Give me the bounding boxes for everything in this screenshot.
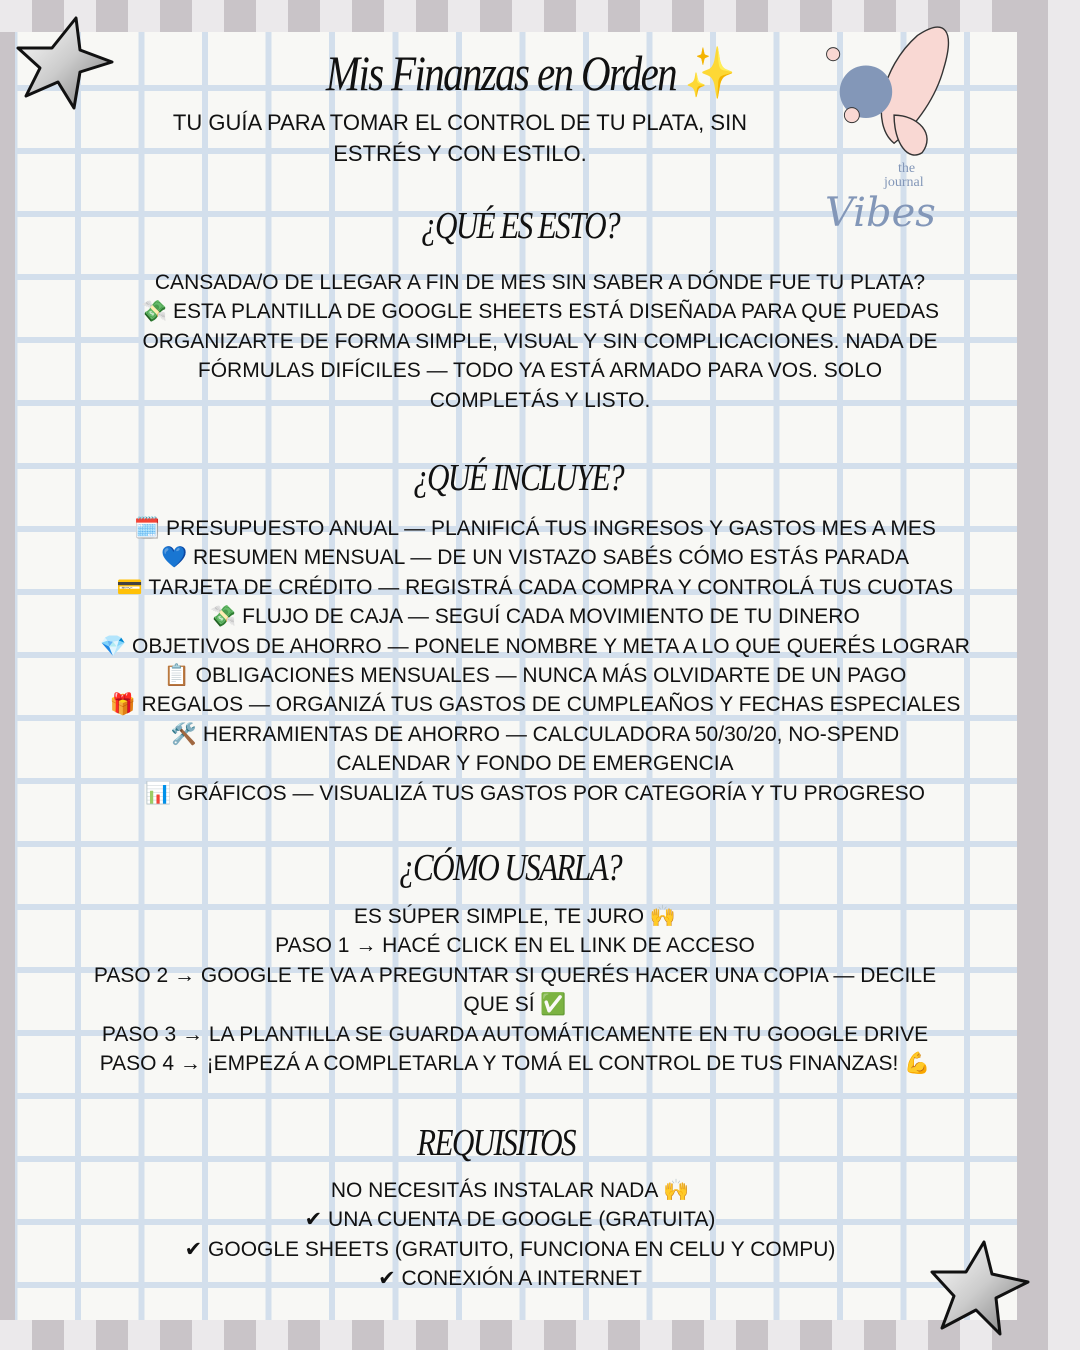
list-item: 💎 OBJETIVOS DE AHORRO — PONELE NOMBRE Y META A LO QUE QUERÉS LOGRAR xyxy=(100,634,970,658)
section-heading-what: ¿QUÉ ES ESTO? xyxy=(421,205,619,247)
bottom-checker-border xyxy=(0,1320,1017,1350)
list-item: 💳 TARJETA DE CRÉDITO — REGISTRÁ CADA COMPRA Y CONTROLÁ TUS CUOTAS xyxy=(116,575,954,599)
requirement-line: ✔ UNA CUENTA DE GOOGLE (GRATUITA) xyxy=(304,1208,716,1232)
step-line: PASO 3 → LA PLANTILLA SE GUARDA AUTOMÁTICAMENTE EN TU GOOGLE DRIVE xyxy=(101,1022,929,1046)
subtitle: TU GUÍA PARA TOMAR EL CONTROL DE TU PLATA, SIN ESTRÉS Y CON ESTILO. xyxy=(172,110,748,166)
requirements-list xyxy=(110,1176,910,1294)
section-heading-how: ¿CÓMO USARLA? xyxy=(399,847,621,889)
title-text: Mis Finanzas en Orden xyxy=(325,45,677,101)
includes-list xyxy=(100,514,970,808)
section-heading-requirements: REQUISITOS xyxy=(417,1122,575,1164)
list-item: 🛠️ HERRAMIENTAS DE AHORRO — CALCULADORA 50/30/20, NO-SPEND CALENDAR Y FONDO DE EMERGENCIA xyxy=(170,722,900,776)
how-steps xyxy=(75,902,955,1078)
list-item: 💙 RESUMEN MENSUAL — DE UN VISTAZO SABÉS CÓMO ESTÁS PARADA xyxy=(160,546,910,570)
step-line: PASO 2 → GOOGLE TE VA A PREGUNTAR SI QUERÉS HACER UNA COPIA — DECILE QUE SÍ ✅ xyxy=(93,963,937,1017)
logo-text-journal: journal xyxy=(884,175,924,190)
left-border xyxy=(0,0,15,1350)
sparkles-icon: ✨ xyxy=(684,45,735,101)
right-border xyxy=(1017,0,1048,1350)
logo-text-the: the xyxy=(898,161,916,176)
page-title xyxy=(325,44,735,103)
silver-star-icon xyxy=(14,12,114,112)
requirement-line: NO NECESITÁS INSTALAR NADA 🙌 xyxy=(330,1179,690,1202)
step-line: PASO 1 → HACÉ CLICK EN EL LINK DE ACCESO xyxy=(275,934,755,958)
step-line: PASO 4 → ¡EMPEZÁ A COMPLETARLA Y TOMÁ EL CONTROL DE TUS FINANZAS! 💪 xyxy=(99,1052,931,1076)
list-item: 📊 GRÁFICOS — VISUALIZÁ TUS GASTOS POR CATEGORÍA Y TU PROGRESO xyxy=(145,781,925,805)
list-item: 📋 OBLIGACIONES MENSUALES — NUNCA MÁS OLVIDARTE DE UN PAGO xyxy=(163,664,907,688)
requirement-line: ✔ CONEXIÓN A INTERNET xyxy=(378,1267,642,1291)
requirement-line: ✔ GOOGLE SHEETS (GRATUITO, FUNCIONA EN CELU Y COMPU) xyxy=(184,1237,836,1261)
logo xyxy=(800,12,960,237)
list-item: 🎁 REGALOS — ORGANIZÁ TUS GASTOS DE CUMPLEAÑOS Y FECHAS ESPECIALES xyxy=(109,693,961,717)
what-description: CANSADA/O DE LLEGAR A FIN DE MES SIN SABER A DÓNDE FUE TU PLATA? 💸 ESTA PLANTILLA DE GOOGLE SHEETS ESTÁ DISEÑADA PARA QUE PUEDAS ORGANIZARTE DE FORMA SIMPLE, VISUAL Y SIN COMPLICACIONES. NADA DE FÓRMULAS DIFÍCILES — TODO YA ESTÁ ARMADO PARA VOS. SOLO COMPLETÁS Y LISTO. xyxy=(141,271,939,412)
logo-text-vibes: Vibes xyxy=(825,190,936,236)
step-line: ES SÚPER SIMPLE, TE JURO 🙌 xyxy=(353,905,677,928)
butterfly-icon xyxy=(800,12,960,162)
section-heading-includes: ¿QUÉ INCLUYE? xyxy=(413,457,623,499)
list-item: 💸 FLUJO DE CAJA — SEGUÍ CADA MOVIMIENTO DE TU DINERO xyxy=(210,605,860,629)
list-item: 🗓️ PRESUPUESTO ANUAL — PLANIFICÁ TUS INGRESOS Y GASTOS MES A MES xyxy=(134,517,936,540)
silver-star-icon xyxy=(930,1238,1030,1338)
